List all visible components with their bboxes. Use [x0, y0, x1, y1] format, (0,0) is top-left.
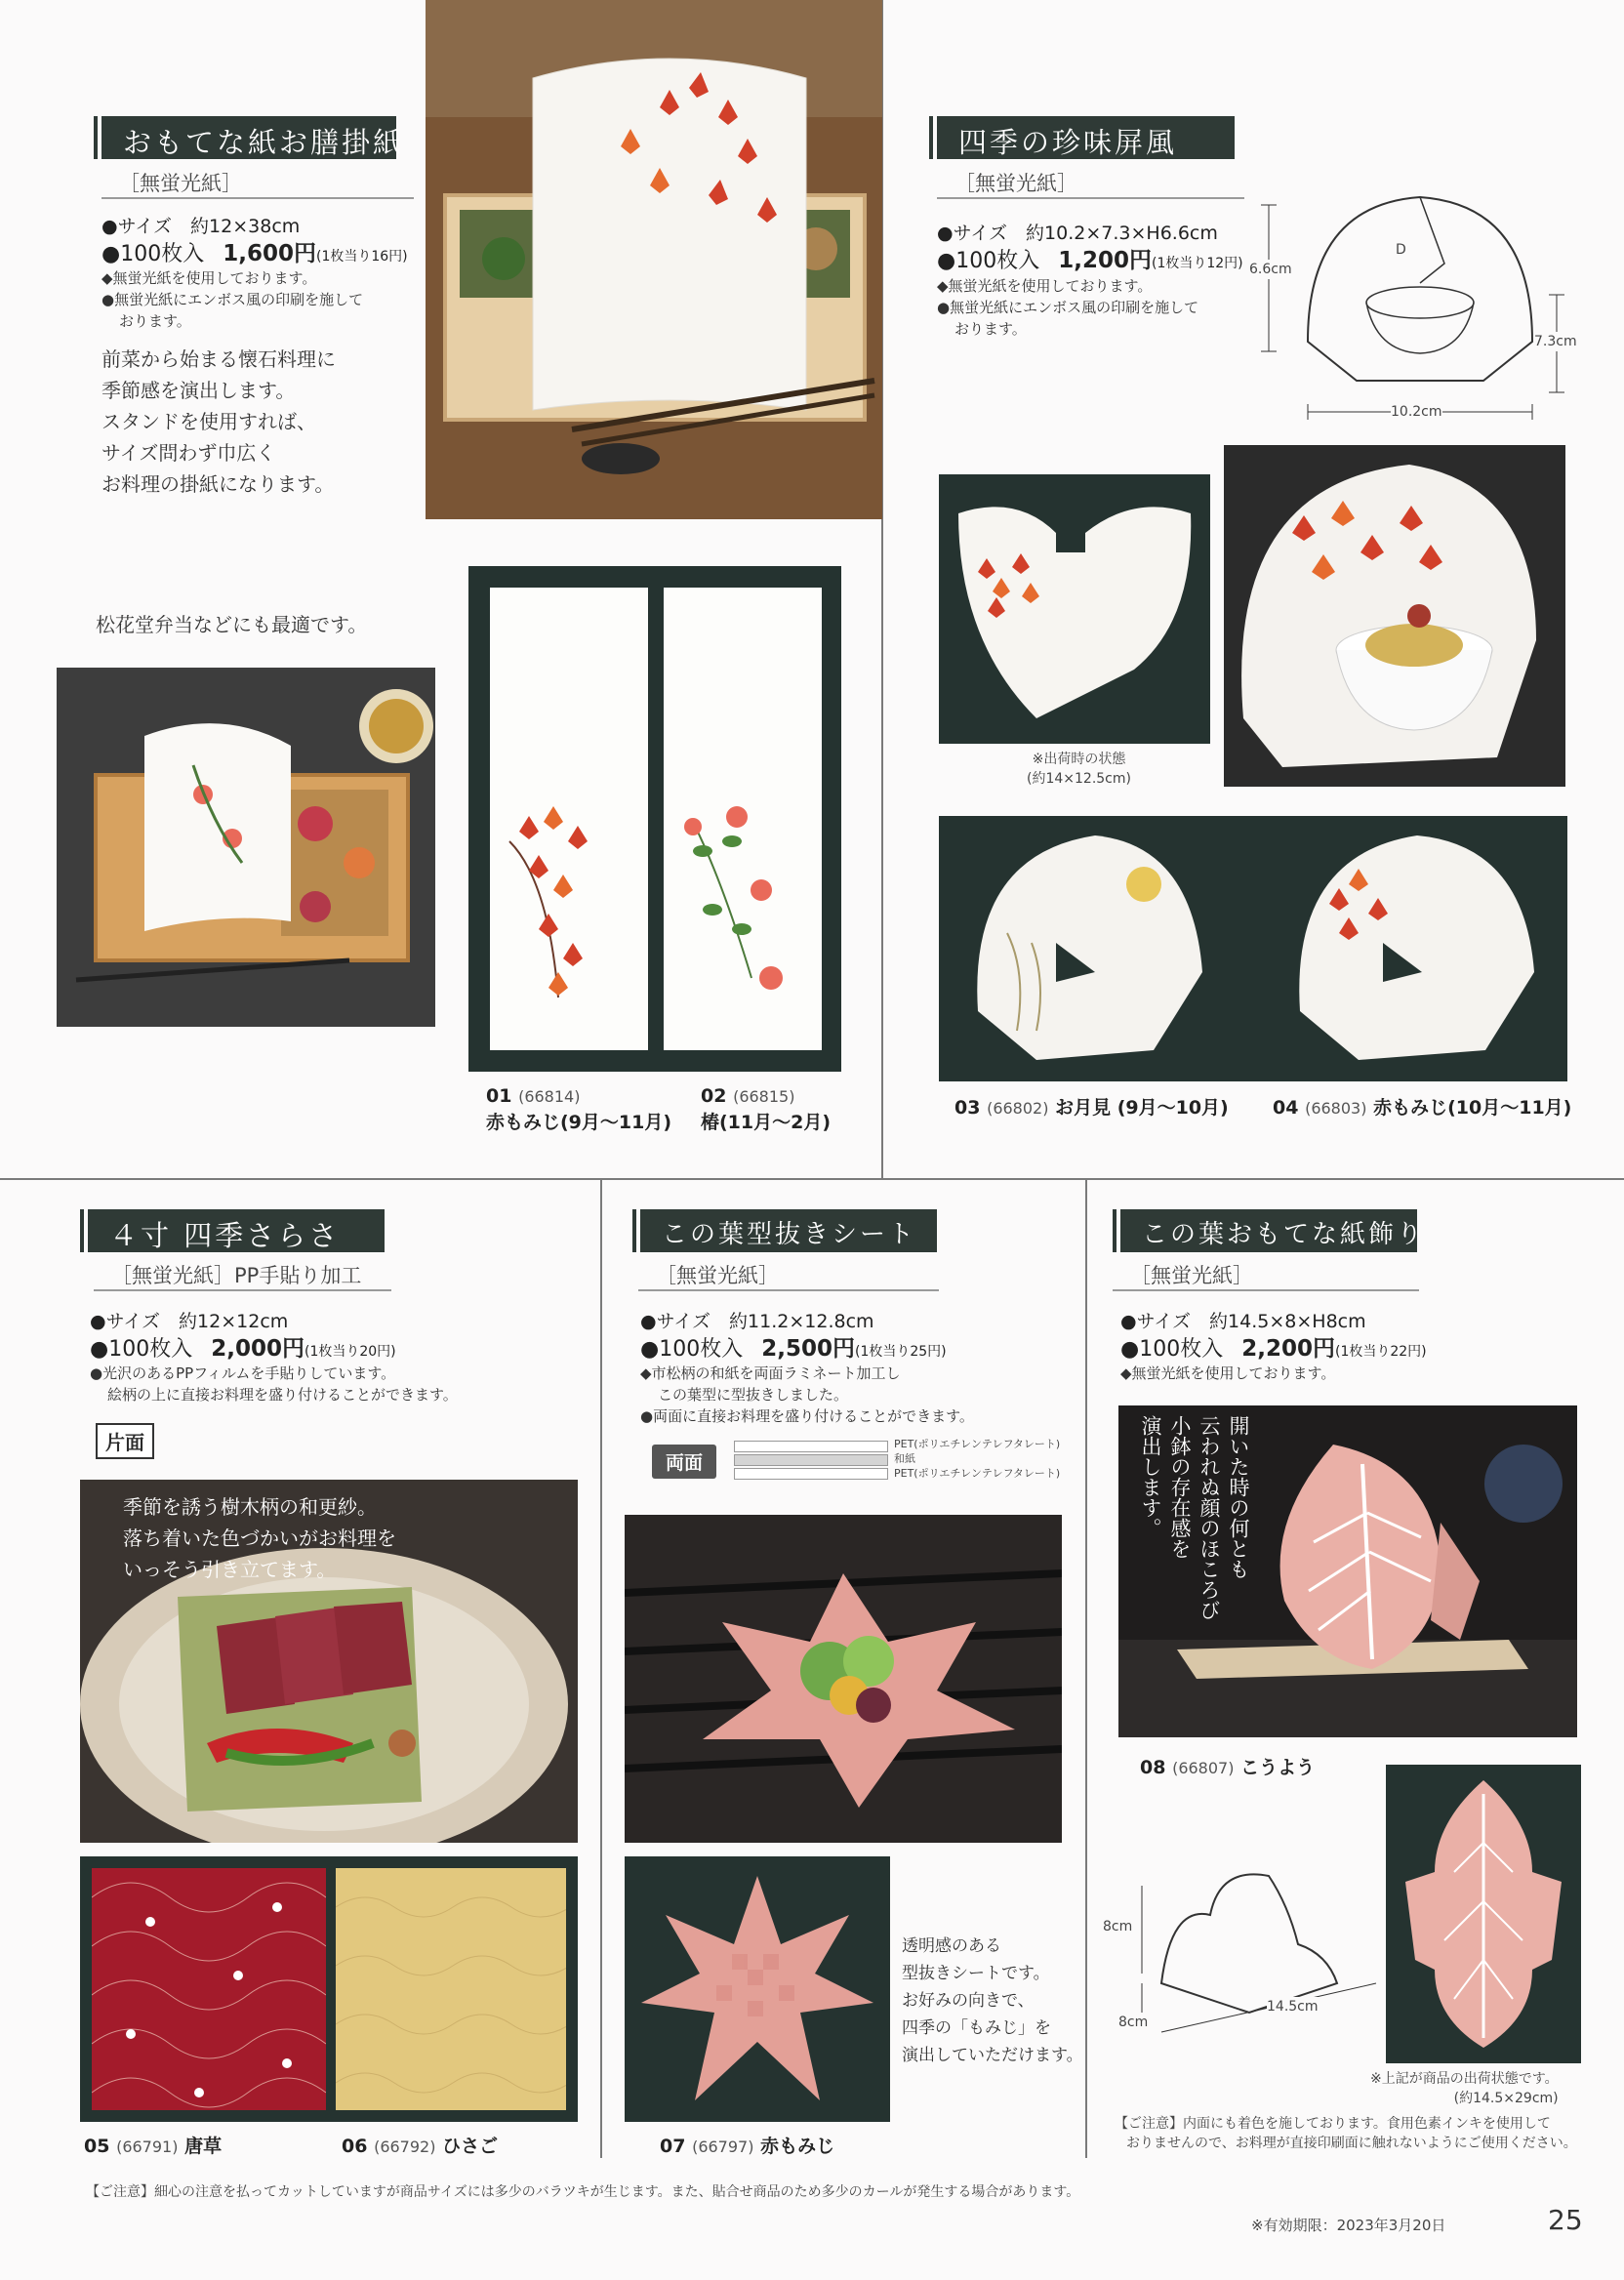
- item-02-caption: 02 (66815) 椿(11月～2月): [701, 1085, 832, 1133]
- section3-title: ４寸 四季さらさ: [88, 1209, 385, 1252]
- strip-tsubaki: [664, 588, 822, 1050]
- section1-material: ［無蛍光紙］: [102, 164, 414, 199]
- section5-price: 2,200円: [1241, 1336, 1335, 1362]
- section2-spec: ●サイズ 約10.2×7.3×H6.6cm ●100枚入 1,200円(1枚当り12円): [937, 223, 1243, 273]
- byobu-bowl-illustration: [1224, 445, 1565, 787]
- section1-description-2: 松花堂弁当などにも最適です。: [96, 613, 368, 636]
- leaf-sheet-dish-illustration: [625, 1515, 1062, 1843]
- byobu-diagram-icon: [1249, 185, 1581, 439]
- dim-width-s5: 14.5cm: [1267, 1999, 1319, 2015]
- item-04-caption: 04 (66803) 赤もみじ(10月～11月): [1273, 1097, 1572, 1119]
- section1-price-line: ●100枚入 1,600円(1枚当り16円): [102, 241, 408, 266]
- footer-validity: ※有効期限：2023年3月20日: [1251, 2217, 1446, 2234]
- section3-price: 2,000円: [211, 1336, 304, 1362]
- section1-title: おもてな紙お膳掛紙: [102, 116, 396, 159]
- section4-title: この葉型抜きシート: [640, 1209, 937, 1252]
- section5-photo-text: 開いた時の何とも 云われぬ顔のほころび 小鉢の存在感を 演出します。: [1139, 1415, 1250, 1620]
- byobu-variants-icon: [939, 816, 1567, 1081]
- ship-state-icon: [939, 474, 1210, 744]
- section3-photo-text: 季節を誘う樹木柄の和更紗。 落ち着いた色づかいがお料理を いっそう引き立てます。: [123, 1495, 396, 1581]
- section5-photo-koyo: [1118, 1405, 1577, 1737]
- section1-spec: [102, 213, 408, 270]
- koyo-shipping-icon: [1386, 1765, 1581, 2063]
- section4-layer-diagram: [734, 1439, 1066, 1484]
- item-06-caption: 06 (66792) ひさご: [342, 2136, 499, 2157]
- section3-tag-single-side: 片面: [96, 1423, 154, 1459]
- section4-notes: ◆市松柄の和紙を両面ラミネート加工し この葉型に型抜きしました。 ●両面に直接お料理を盛り付けることができます。: [640, 1364, 974, 1425]
- section4-tag-both-sides: 両面: [652, 1445, 716, 1479]
- footer-caution: 【ご注意】細心の注意を払ってカットしていますが商品サイズには多少のバラツキが生じます。また、貼合せ商品のため多少のカールが発生する場合があります。: [86, 2184, 1080, 2200]
- hisago-pattern-icon: [336, 1868, 566, 2110]
- section1-photo-shokado: [57, 668, 435, 1027]
- sarasa-karakusa-swatch: [92, 1868, 326, 2110]
- dim-right: 7.3cm: [1534, 334, 1577, 349]
- item-07-caption: 07 (66797) 赤もみじ: [660, 2136, 835, 2157]
- section4-price: 2,500円: [761, 1336, 855, 1362]
- dim-width: 10.2cm: [1391, 404, 1442, 420]
- section2-photo-byobu: [1224, 445, 1565, 787]
- section4-photo-leaf-sheet: [625, 1515, 1062, 1843]
- strip-akamomiji: [490, 588, 648, 1050]
- layer-washi: 和紙: [894, 1452, 915, 1465]
- section5-dimension-diagram: [1103, 1847, 1396, 2042]
- section5-caution: 【ご注意】内面にも着色を施しております。食用色素インキを使用して おりませんので、お料理が直接印刷面に触れないようにご使用ください。: [1115, 2116, 1577, 2151]
- section5-spec: ●サイズ 約14.5×8×H8cm ●100枚入 2,200円(1枚当り22円): [1120, 1311, 1427, 1362]
- sarasa-hisago-swatch: [336, 1868, 566, 2110]
- section1-price: 1,600円: [223, 241, 316, 266]
- item-05-caption: 05 (66791) 唐草: [84, 2136, 223, 2157]
- maple-cutout-icon: [625, 1856, 890, 2122]
- section2-ship-panel: [939, 474, 1210, 744]
- section5-notes: ◆無蛍光紙を使用しております。: [1120, 1364, 1336, 1382]
- section3-photo-wagyu: [80, 1480, 578, 1843]
- column-divider-bottom-left: [600, 1179, 602, 2158]
- section4-description: 透明感のある 型抜きシートです。 お好みの向きで、 四季の「もみじ」を 演出していただけます。: [902, 1936, 1083, 2065]
- item-03-caption: 03 (66802) お月見 (9月～10月): [954, 1097, 1229, 1119]
- layer-pet-bottom: PET(ポリエチレンテレフタレート): [894, 1467, 1061, 1480]
- maple-branch-icon: [490, 588, 648, 1050]
- section5-ship-caption: ※上記が商品の出荷状態です。 (約14.5×29cm): [1370, 2071, 1559, 2106]
- section5-ship-panel: [1386, 1765, 1581, 2063]
- section3-notes: ●光沢のあるPPフィルムを手貼りしています。 絵柄の上に直接お料理を盛り付けることができます。: [90, 1364, 458, 1404]
- section2-material: ［無蛍光紙］: [937, 164, 1244, 199]
- dim-d: D: [1396, 242, 1406, 258]
- shokado-camellia-illustration: [57, 668, 435, 1027]
- section4-item-panel: [625, 1856, 890, 2122]
- row-divider: [0, 1178, 1624, 1180]
- dim-height-s5: 8cm: [1103, 1919, 1133, 1934]
- section3-material: ［無蛍光紙］PP手貼り加工: [94, 1256, 391, 1291]
- section5-title: この葉おもてな紙飾り: [1120, 1209, 1417, 1252]
- section1-description: 前菜から始まる懐石料理に 季節感を演出します。 スタンドを使用すれば、 サイズ問わず巾広く お料理の掛紙になります。: [102, 347, 336, 496]
- section2-price: 1,200円: [1058, 248, 1152, 273]
- section2-dimension-diagram: [1249, 185, 1581, 439]
- bento-maple-illustration: [426, 0, 882, 519]
- item-08-caption: 08 (66807) こうよう: [1140, 1757, 1316, 1778]
- dim-depth-s5: 8cm: [1118, 2015, 1149, 2030]
- section4-material: ［無蛍光紙］: [638, 1256, 939, 1291]
- section2-title: 四季の珍味屏風: [937, 116, 1235, 159]
- section5-material: ［無蛍光紙］: [1113, 1256, 1419, 1291]
- dim-height: 6.6cm: [1249, 262, 1292, 277]
- section3-spec: ●サイズ 約12×12cm ●100枚入 2,000円(1枚当り20円): [90, 1311, 396, 1362]
- camellia-branch-icon: [664, 588, 822, 1050]
- section3-items-panel: [80, 1856, 578, 2122]
- section1-notes: ◆無蛍光紙を使用しております。 ●無蛍光紙にエンボス風の印刷を施して おります。: [102, 269, 364, 330]
- section2-ship-caption: ※出荷時の状態 (約14×12.5cm): [1027, 752, 1131, 787]
- item-01-caption: 01 (66814) 赤もみじ(9月～11月): [486, 1085, 672, 1133]
- page-number: 25: [1548, 2204, 1583, 2236]
- section2-notes: ◆無蛍光紙を使用しております。 ●無蛍光紙にエンボス風の印刷を施して おります。: [937, 277, 1199, 338]
- layer-pet-top: PET(ポリエチレンテレフタレート): [894, 1438, 1061, 1450]
- section2-items-panel: [939, 816, 1567, 1081]
- section1-photo-bento: [426, 0, 882, 519]
- karakusa-pattern-icon: [92, 1868, 326, 2110]
- column-divider-bottom-right: [1085, 1179, 1087, 2158]
- section1-size: ●サイズ 約12×38cm: [102, 216, 301, 237]
- section1-items-panel: [468, 566, 841, 1072]
- section4-spec: ●サイズ 約11.2×12.8cm ●100枚入 2,500円(1枚当り25円): [640, 1311, 947, 1362]
